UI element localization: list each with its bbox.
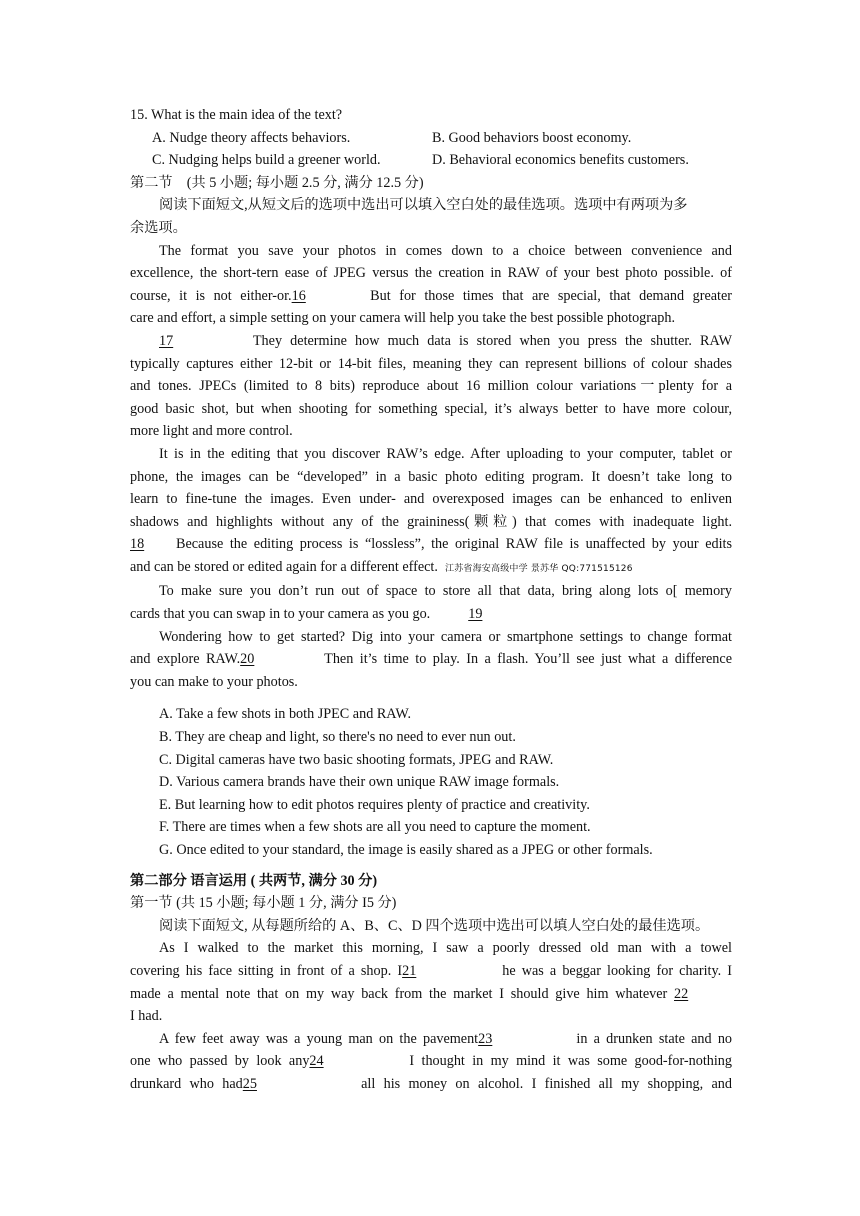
- blank-25[interactable]: 25: [242, 1075, 257, 1092]
- option-e: E. But learning how to edit photos requires plenty of practice and creativity.: [159, 796, 590, 813]
- passage-line: one who passed by look any24 I thought in my mind it was some good-for-nothing: [130, 1050, 732, 1073]
- section-instruction: 阅读下面短文,从短文后的选项中选出可以填入空白处的最佳选项。选项中有两项为多: [159, 197, 688, 214]
- q15-option-c: C. Nudging helps build a greener world.: [152, 152, 381, 169]
- passage-line: phone, the images can be “developed” in a basic photo editing program. It doesn’t take long to: [130, 468, 732, 485]
- exam-page: [130, 104, 732, 1096]
- blank-21[interactable]: 21: [402, 962, 417, 979]
- blank-23[interactable]: 23: [478, 1030, 493, 1047]
- q15-option-a: A. Nudge theory affects behaviors.: [152, 129, 351, 146]
- passage-line: learn to fine-tune the images. Even under- and overexposed images can be enhanced to enliven: [130, 491, 732, 508]
- passage-line: As I walked to the market this morning, I saw a poorly dressed old man with a towel: [159, 940, 732, 957]
- watermark: 江苏省海安高级中学 景苏华 QQ:771515126: [445, 563, 633, 574]
- option-f: F. There are times when a few shots are all you need to capture the moment.: [159, 819, 591, 836]
- passage-line: The format you save your photos in comes down to a choice between convenience and: [159, 242, 732, 259]
- passage-line: good basic shot, but when shooting for something special, it’s always better to have more colour,: [130, 400, 732, 417]
- passage-line: 17 They determine how much data is stored when you press the shutter. RAW: [130, 330, 732, 353]
- blank-20[interactable]: 20: [240, 651, 255, 668]
- blank-18[interactable]: 18: [130, 536, 145, 553]
- q15-option-b: B. Good behaviors boost economy.: [432, 129, 632, 146]
- option-g: G. Once edited to your standard, the image is easily shared as a JPEG or other formals.: [159, 842, 653, 858]
- blank-19[interactable]: 19: [468, 606, 483, 623]
- passage-line: To make sure you don’t run out of space to store all that data, bring along lots o[ memory: [159, 583, 732, 600]
- option-d: D. Various camera brands have their own unique RAW image formals.: [159, 774, 560, 791]
- subsection-instruction: 阅读下面短文, 从每题所给的 A、B、C、D 四个选项中选出可以填人空白处的最佳选项。: [159, 917, 710, 934]
- passage-line: typically captures either 12-bit or 14-bit files, meaning they can represent billions of colour shades: [130, 355, 732, 372]
- q15-stem: 15. What is the main idea of the text?: [130, 107, 343, 123]
- passage-line: and tones. JPECs (limited to 8 bits) reproduce about 16 million colour variations一plenty for a: [130, 378, 732, 395]
- option-a: A. Take a few shots in both JPEC and RAW.: [159, 706, 412, 723]
- passage-line: and can be stored or edited again for a different effect. 江苏省海安高级中学 景苏华 QQ:771515126: [130, 558, 633, 575]
- section-instruction-cont: 余选项。: [130, 219, 187, 236]
- q15-options-row-2: [130, 149, 732, 172]
- passage-line: made a mental note that on my way back from the market I should give him whatever 22: [130, 983, 732, 1006]
- passage-line: course, it is not either-or.16 But for those times that are special, that demand greater: [130, 285, 732, 308]
- blank-22[interactable]: 22: [674, 985, 689, 1002]
- passage-line: A few feet away was a young man on the pavement23 in a drunken state and no: [130, 1028, 732, 1051]
- blank-24[interactable]: 24: [309, 1053, 324, 1070]
- passage-line: I had.: [130, 1008, 163, 1025]
- passage-line: you can make to your photos.: [130, 673, 298, 690]
- passage-line: Wondering how to get started? Dig into your camera or smartphone settings to change format: [159, 628, 732, 645]
- passage-line: covering his face sitting in front of a shop. I21 he was a beggar looking for charity. I: [130, 960, 732, 983]
- option-c: C. Digital cameras have two basic shooting formats, JPEG and RAW.: [159, 751, 554, 768]
- blank-16[interactable]: 16: [291, 287, 306, 304]
- passage-line: care and effort, a simple setting on your camera will help you take the best possible photograph.: [130, 310, 676, 327]
- passage-line: and explore RAW.20 Then it’s time to play. In a flash. You’ll see just what a difference: [130, 648, 732, 671]
- q15-options-row-1: [130, 127, 732, 150]
- subsection-header: 第一节 (共 15 小题; 每小题 1 分, 满分 I5 分): [130, 895, 397, 912]
- passage-line: drunkard who had25 all his money on alcohol. I finished all my shopping, and: [130, 1073, 732, 1096]
- q15-option-d: D. Behavioral economics benefits customers.: [432, 152, 689, 169]
- passage-line: more light and more control.: [130, 423, 293, 440]
- blank-17[interactable]: 17: [159, 332, 174, 349]
- passage-line: cards that you can swap in to your camera as you go. 19: [130, 603, 732, 626]
- passage-line: excellence, the short-tern ease of JPEG versus the creation in RAW of your best photo possible. of: [130, 265, 732, 282]
- passage-line: It is in the editing that you discover RAW’s edge. After uploading to your computer, tablet or: [159, 445, 732, 462]
- option-b: B. They are cheap and light, so there's no need to ever nun out.: [159, 729, 516, 746]
- section-header: 第二节 (共 5 小题; 每小题 2.5 分, 满分 12.5 分): [130, 174, 424, 191]
- part-header: 第二部分 语言运用 ( 共两节, 满分 30 分): [130, 872, 378, 889]
- passage-line: 18 Because the editing process is “lossless”, the original RAW file is unaffected by your edits: [130, 533, 732, 556]
- passage-line: shadows and highlights without any of the graininess(颗粒) that comes with inadequate light.: [130, 513, 732, 530]
